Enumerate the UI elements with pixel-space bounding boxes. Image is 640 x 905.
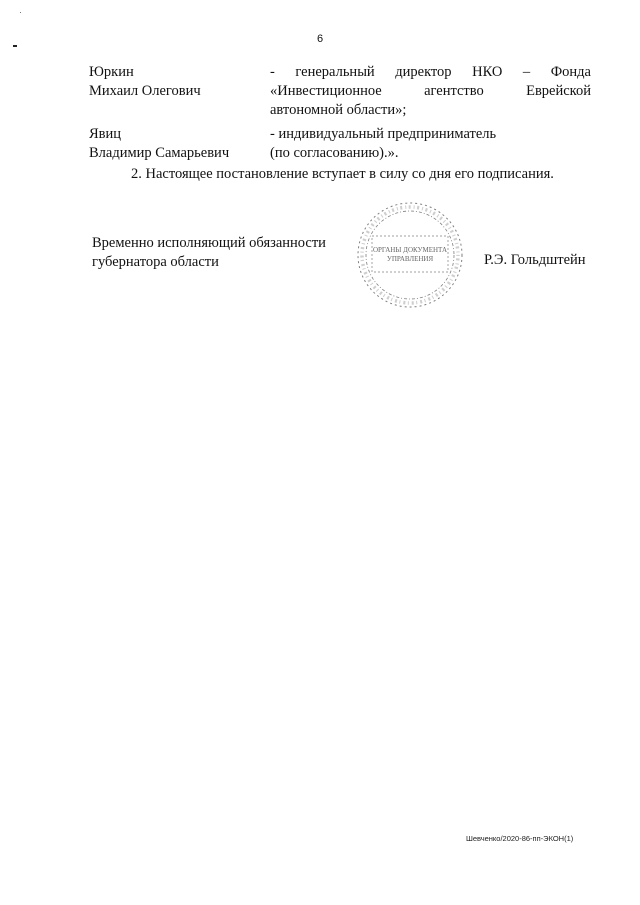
member-role — [270, 125, 591, 163]
scan-speck — [20, 12, 21, 13]
member-given-names: Михаил Олегович — [89, 83, 201, 99]
seal-center-box — [372, 236, 448, 272]
signer-title — [92, 234, 352, 272]
signer-title-line: Временно исполняющий обязанности — [92, 235, 326, 251]
member-name — [89, 125, 269, 163]
member-given-names: Владимир Самарьевич — [89, 145, 230, 161]
member-surname: Явиц — [89, 126, 122, 142]
official-seal — [355, 200, 465, 310]
seal-center-text: УПРАВЛЕНИЯ — [386, 255, 434, 263]
member-role-line: - индивидуальный предприниматель — [270, 126, 497, 142]
footer-reference: Шевченко/2020-86-пп-ЭКОН(1) — [466, 834, 574, 843]
member-role-line: «Инвестиционное агентство Еврейской — [270, 83, 591, 99]
signer-name: Р.Э. Гольдштейн — [484, 252, 586, 268]
member-role-line: (по согласованию).». — [270, 145, 399, 161]
page-number: 6 — [316, 33, 324, 45]
member-role — [270, 63, 591, 120]
seal-center-text: ОРГАНЫ ДОКУМЕНТА — [372, 246, 448, 254]
member-name — [89, 63, 269, 101]
scan-mark — [13, 45, 17, 47]
member-role-line: автономной области»; — [270, 102, 407, 118]
clause-effective-date: 2. Настоящее постановление вступает в силу со дня его подписания. — [131, 166, 554, 182]
member-surname: Юркин — [89, 64, 134, 80]
member-role-line: - генеральный директор НКО – Фонда — [270, 64, 591, 80]
signer-title-line: губернатора области — [92, 254, 219, 270]
